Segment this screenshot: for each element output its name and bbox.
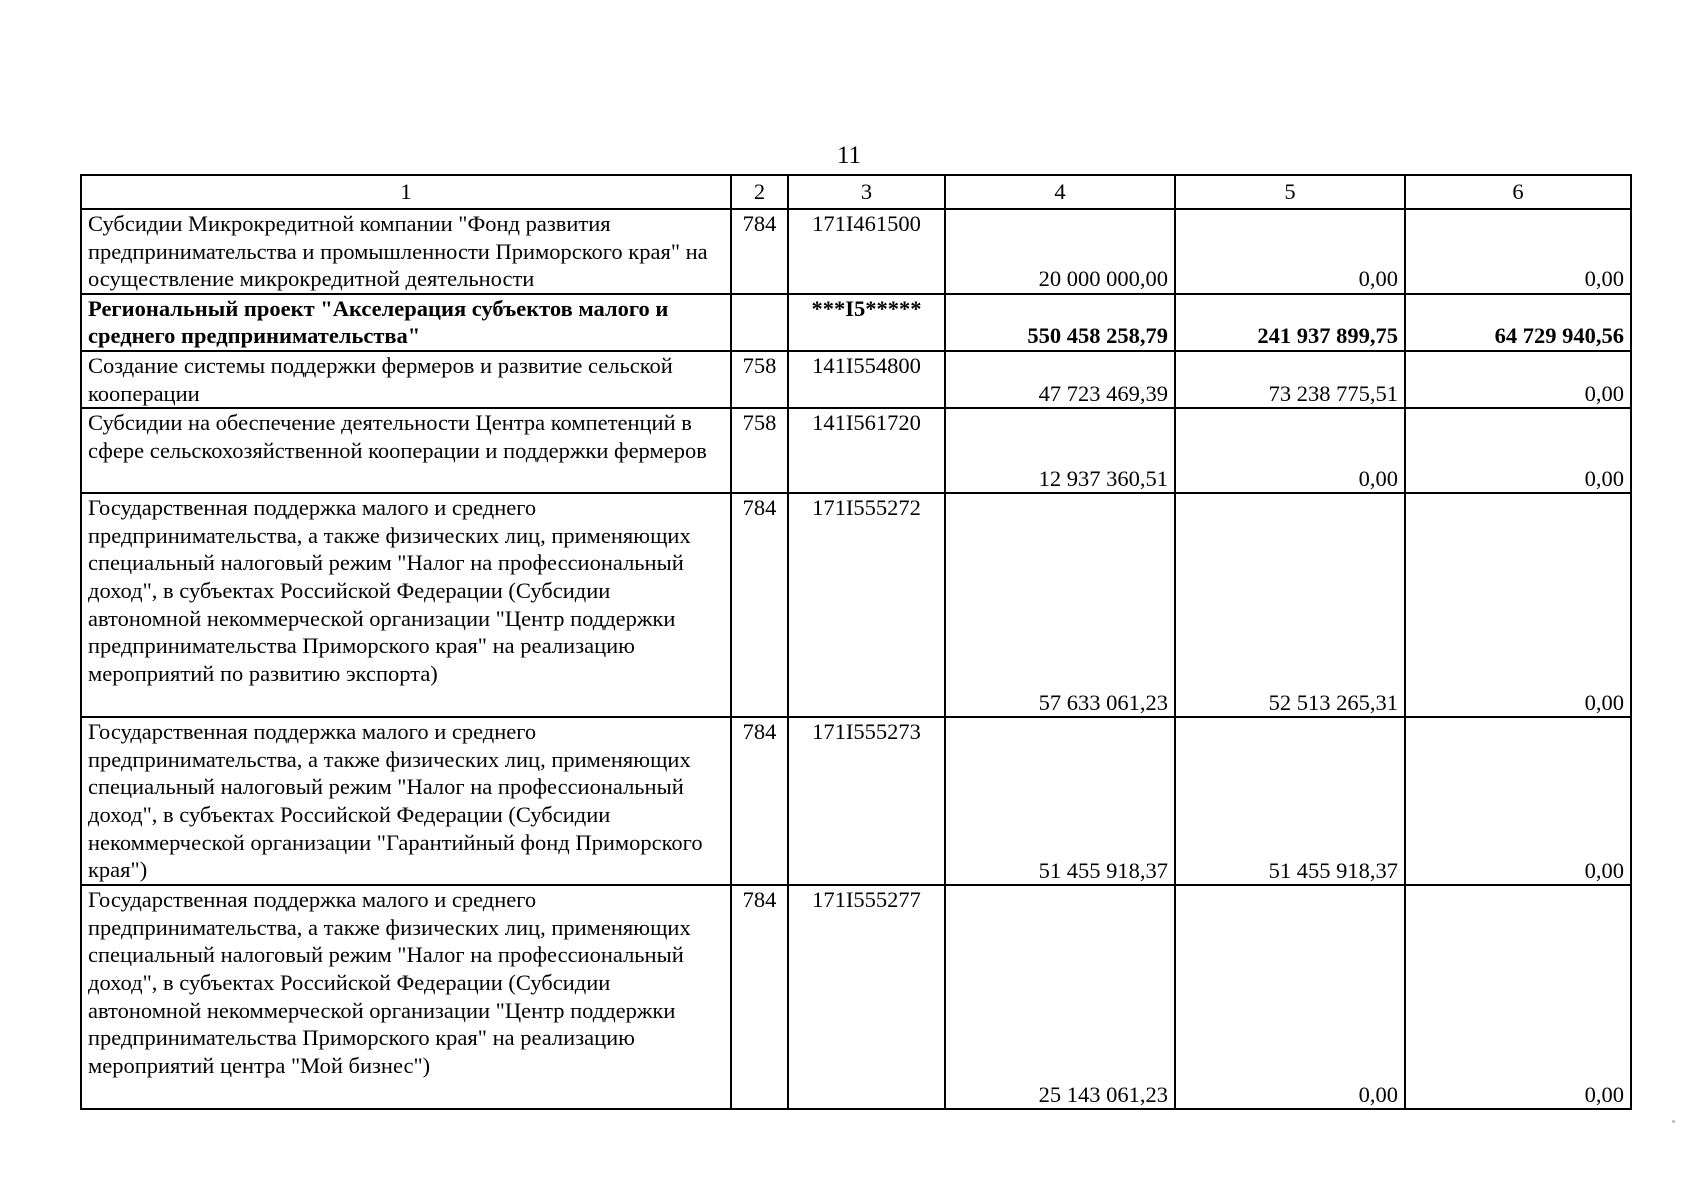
row-name: Субсидии Микрокредитной компании "Фонд развития предпринимательства и промышленности Приморского края" на осуществление микрокредитной деятельности (81, 209, 731, 294)
row-amount-col6: 0,00 (1405, 717, 1631, 885)
row-target-article: 171I555273 (788, 717, 945, 885)
row-amount-col4: 25 143 061,23 (945, 885, 1175, 1109)
row-amount-col5: 73 238 775,51 (1175, 351, 1405, 408)
row-grbs-code: 784 (731, 717, 788, 885)
row-amount-col4: 57 633 061,23 (945, 493, 1175, 717)
column-header-6: 6 (1405, 175, 1631, 209)
budget-table (80, 174, 1632, 1110)
row-grbs-code: 758 (731, 408, 788, 493)
column-header-4: 4 (945, 175, 1175, 209)
row-amount-col5: 0,00 (1175, 209, 1405, 294)
row-grbs-code: 784 (731, 493, 788, 717)
row-amount-col5: 0,00 (1175, 408, 1405, 493)
table-row (81, 351, 1631, 408)
row-name: Создание системы поддержки фермеров и развитие сельской кооперации (81, 351, 731, 408)
row-target-article: 171I461500 (788, 209, 945, 294)
row-amount-col4: 47 723 469,39 (945, 351, 1175, 408)
page-number: 11 (836, 142, 862, 169)
row-amount-col5: 0,00 (1175, 885, 1405, 1109)
row-amount-col4: 51 455 918,37 (945, 717, 1175, 885)
table-row (81, 209, 1631, 294)
column-header-3: 3 (788, 175, 945, 209)
row-target-article: 171I555277 (788, 885, 945, 1109)
row-amount-col4: 12 937 360,51 (945, 408, 1175, 493)
row-name: Субсидии на обеспечение деятельности Центра компетенций в сфере сельскохозяйственной кооперации и поддержки фермеров (81, 408, 731, 493)
row-grbs-code (731, 294, 788, 351)
row-amount-col5: 52 513 265,31 (1175, 493, 1405, 717)
table-row (81, 408, 1631, 493)
scan-speck (1672, 1120, 1675, 1123)
row-amount-col6: 0,00 (1405, 408, 1631, 493)
row-grbs-code: 758 (731, 351, 788, 408)
row-name: Государственная поддержка малого и среднего предпринимательства, а также физических лиц, применяющих специальный налоговый режим "Налог на профессиональный доход", в субъектах Российской Федерации (Субсидии автономной некоммерческой организации "Центр поддержки предпринимательства Приморского края" на реализацию мероприятий по развитию экспорта) (81, 493, 731, 717)
table-row (81, 885, 1631, 1109)
row-grbs-code: 784 (731, 885, 788, 1109)
row-grbs-code: 784 (731, 209, 788, 294)
row-amount-col6: 0,00 (1405, 351, 1631, 408)
row-amount-col5: 241 937 899,75 (1175, 294, 1405, 351)
row-name: Государственная поддержка малого и среднего предпринимательства, а также физических лиц, применяющих специальный налоговый режим "Налог на профессиональный доход", в субъектах Российской Федерации (Субсидии некоммерческой организации "Гарантийный фонд Приморского края") (81, 717, 731, 885)
row-name: Региональный проект "Акселерация субъектов малого и среднего предпринимательства" (81, 294, 731, 351)
row-target-article: 141I554800 (788, 351, 945, 408)
row-amount-col6: 0,00 (1405, 209, 1631, 294)
table-row (81, 717, 1631, 885)
row-target-article: 171I555272 (788, 493, 945, 717)
row-amount-col5: 51 455 918,37 (1175, 717, 1405, 885)
row-amount-col6: 64 729 940,56 (1405, 294, 1631, 351)
row-amount-col6: 0,00 (1405, 493, 1631, 717)
column-header-1: 1 (81, 175, 731, 209)
column-header-2: 2 (731, 175, 788, 209)
table-row-subtotal (81, 294, 1631, 351)
table-header-row (81, 175, 1631, 209)
row-amount-col4: 550 458 258,79 (945, 294, 1175, 351)
row-name: Государственная поддержка малого и среднего предпринимательства, а также физических лиц, применяющих специальный налоговый режим "Налог на профессиональный доход", в субъектах Российской Федерации (Субсидии автономной некоммерческой организации "Центр поддержки предпринимательства Приморского края" на реализацию мероприятий центра "Мой бизнес") (81, 885, 731, 1109)
table-row (81, 493, 1631, 717)
row-amount-col6: 0,00 (1405, 885, 1631, 1109)
row-amount-col4: 20 000 000,00 (945, 209, 1175, 294)
row-target-article: ***I5***** (788, 294, 945, 351)
row-target-article: 141I561720 (788, 408, 945, 493)
column-header-5: 5 (1175, 175, 1405, 209)
